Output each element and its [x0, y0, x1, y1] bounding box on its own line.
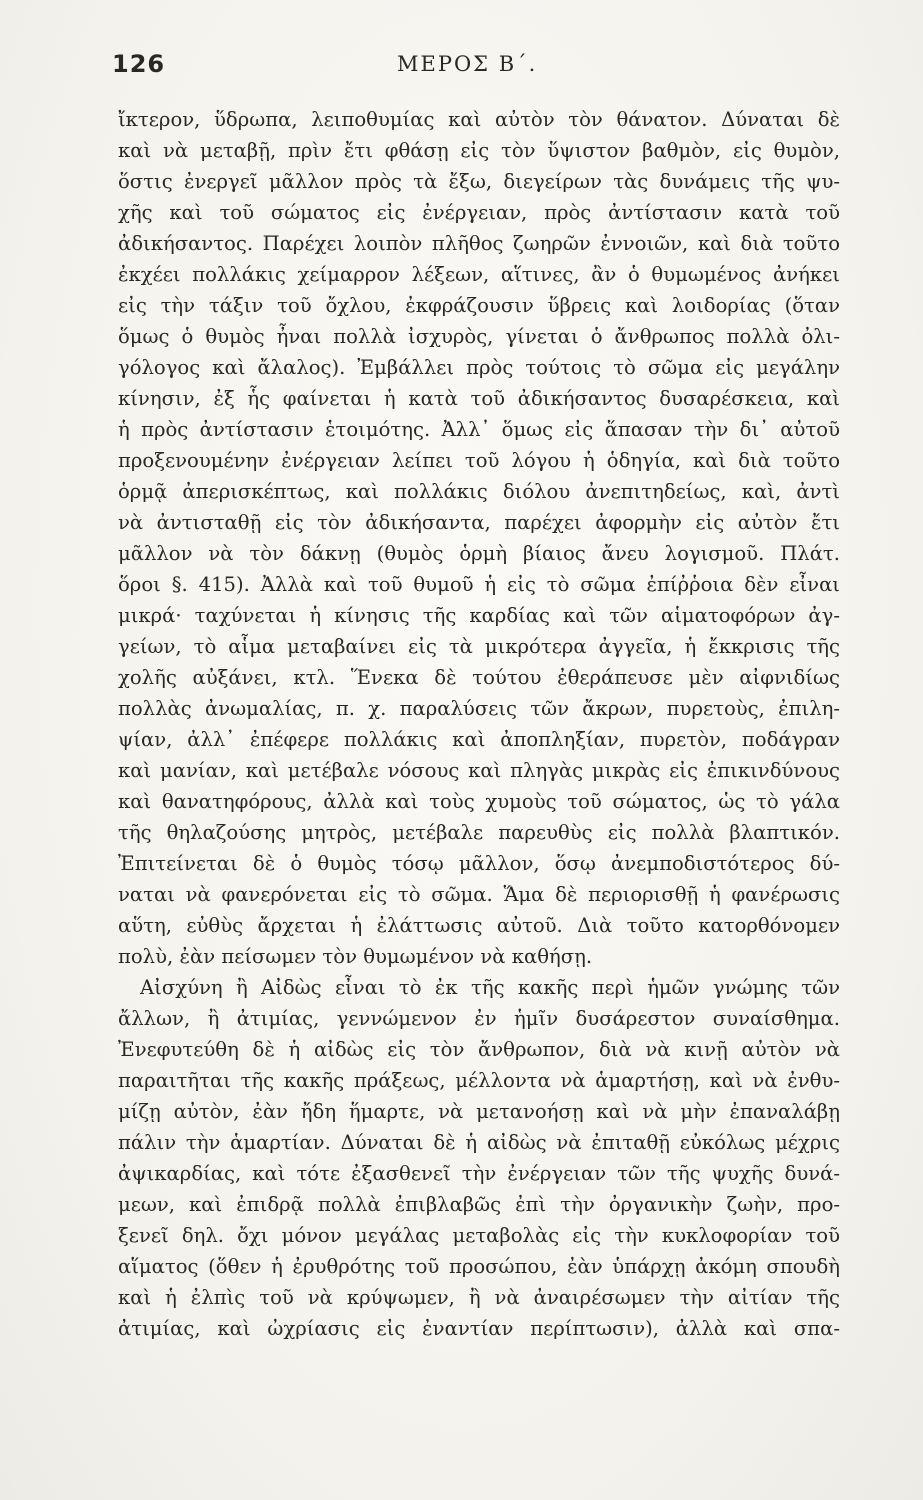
page-number: 126 [112, 50, 166, 78]
text-line: γείων, τὸ αἷμα μεταβαίνει εἰς τὰ μικρότερα ἀγγεῖα, ἡ ἔκκρισις τῆς [118, 635, 840, 658]
paragraph-end-line: πολὺ, ἐὰν πείσωμεν τὸν θυμωμένον νὰ καθήσῃ. [118, 945, 593, 968]
text-line: Ἐπιτείνεται δὲ ὁ θυμὸς τόσῳ μᾶλλον, ὅσῳ ἀνεμποδιστότερος δύ- [118, 852, 840, 875]
text-line: κίνησιν, ἐξ ἧς φαίνεται ἡ κατὰ τοῦ ἀδικήσαντος δυσαρέσκεια, καὶ [118, 387, 840, 410]
text-line: ἀψικαρδίας, καὶ τότε ἐξασθενεῖ τὴν ἐνέργειαν τῶν τῆς ψυχῆς δυνά- [118, 1162, 840, 1185]
text-line: καὶ ἡ ἐλπὶς τοῦ νὰ κρύψωμεν, ἢ νὰ ἀναιρέσωμεν τὴν αἰτίαν τῆς [118, 1286, 840, 1309]
text-line: ὅροι §. 415). Ἀλλὰ καὶ τοῦ θυμοῦ ἡ εἰς τὸ σῶμα ἐπίῤῥοια δὲν εἶναι [118, 573, 840, 596]
text-line: ἐκχέει πολλάκις χείμαρρον λέξεων, αἵτινες, ἂν ὁ θυμωμένος ἀνήκει [118, 263, 840, 286]
text-line: ὁρμᾷ ἀπερισκέπτως, καὶ πολλάκις διόλου ἀνεπιτηδείως, καὶ, ἀντὶ [118, 480, 840, 503]
text-line: αἵματος (ὅθεν ἡ ἐρυθρότης τοῦ προσώπου, ἐὰν ὑπάρχῃ ἀκόμη σπουδὴ [118, 1255, 840, 1278]
text-line: ναται νὰ φανερόνεται εἰς τὸ σῶμα. Ἅμα δὲ περιορισθῇ ἡ φανέρωσις [118, 883, 840, 906]
text-line: ξενεῖ δηλ. ὄχι μόνον μεγάλας μεταβολὰς εἰς τὴν κυκλοφορίαν τοῦ [118, 1224, 840, 1247]
text-line: προξενουμένην ἐνέργειαν λείπει τοῦ λόγου ἡ ὁδηγία, καὶ διὰ τοῦτο [118, 449, 840, 472]
text-line: μεων, καὶ ἐπιδρᾷ πολλὰ ἐπιβλαβῶς ἐπὶ τὴν ὀργανικὴν ζωὴν, προ- [118, 1193, 840, 1216]
text-line: μίζῃ αὐτὸν, ἐὰν ἤδη ἥμαρτε, νὰ μετανοήσῃ καὶ νὰ μὴν ἐπαναλάβῃ [118, 1100, 840, 1123]
text-line: πάλιν τὴν ἁμαρτίαν. Δύναται δὲ ἡ αἰδὼς νὰ ἐπιταθῇ εὐκόλως μέχρις [118, 1131, 840, 1154]
text-line: μικρά· ταχύνεται ἡ κίνησις τῆς καρδίας καὶ τῶν αἱματοφόρων ἀγ- [118, 604, 840, 627]
text-line: ὅστις ἐνεργεῖ μᾶλλον πρὸς τὰ ἔξω, διεγείρων τὰς δυνάμεις τῆς ψυ- [118, 170, 840, 193]
text-line: καὶ θανατηφόρους, ἀλλὰ καὶ τοὺς χυμοὺς τοῦ σώματος, ὡς τὸ γάλα [118, 790, 840, 813]
text-line: ὅμως ὁ θυμὸς ἦναι πολλὰ ἰσχυρὸς, γίνεται ὁ ἄνθρωπος πολλὰ ὀλι- [118, 325, 840, 348]
text-line: ἴκτερον, ὕδρωπα, λειποθυμίας καὶ αὐτὸν τὸν θάνατον. Δύναται δὲ [118, 108, 840, 131]
text-line: ἀδικήσαντος. Παρέχει λοιπὸν πλῆθος ζωηρῶν ἐννοιῶν, καὶ διὰ τοῦτο [118, 232, 840, 255]
text-line: νὰ ἀντισταθῇ εἰς τὸν ἀδικήσαντα, παρέχει ἀφορμὴν εἰς αὐτὸν ἔτι [118, 511, 840, 534]
text-line: χολῆς αὐξάνει, κτλ. Ἕνεκα δὲ τούτου ἐθεράπευσε μὲν αἰφνιδίως [118, 666, 840, 689]
text-line: Ἐνεφυτεύθη δὲ ἡ αἰδὼς εἰς τὸν ἄνθρωπον, διὰ νὰ κινῇ αὐτὸν νὰ [118, 1038, 840, 1061]
text-line: καὶ μανίαν, καὶ μετέβαλε νόσους καὶ πληγὰς μικρὰς εἰς ἐπικινδύνους [118, 759, 840, 782]
text-line: μᾶλλον νὰ τὸν δάκνῃ (θυμὸς ὁρμὴ βίαιος ἄνευ λογισμοῦ. Πλάτ. [118, 542, 840, 565]
text-line: γόλογος καὶ ἄλαλος). Ἐμβάλλει πρὸς τούτοις τὸ σῶμα εἰς μεγάλην [118, 356, 840, 379]
body-text [118, 104, 840, 1344]
text-line: πολλὰς ἀνωμαλίας, π. χ. παραλύσεις τῶν ἄκρων, πυρετοὺς, ἐπιλη- [118, 697, 840, 720]
text-line: τῆς θηλαζούσης μητρὸς, μετέβαλε παρευθὺς εἰς πολλὰ βλαπτικόν. [118, 821, 840, 844]
text-line: ψίαν, ἀλλ᾽ ἐπέφερε πολλάκις καὶ ἀποπληξίαν, πυρετὸν, ποδάγραν [118, 728, 840, 751]
text-line: ἄλλων, ἢ ἀτιμίας, γεννώμενον ἐν ἡμῖν δυσάρεστον συναίσθημα. [118, 1007, 840, 1030]
text-line: αὕτη, εὐθὺς ἄρχεται ἡ ἐλάττωσις αὐτοῦ. Διὰ τοῦτο κατορθόνομεν [118, 914, 840, 937]
text-line: χῆς καὶ τοῦ σώματος εἰς ἐνέργειαν, πρὸς ἀντίστασιν κατὰ τοῦ [118, 201, 840, 224]
running-head [112, 50, 812, 84]
running-head-title: ΜΕΡΟΣ Β΄. [397, 52, 538, 76]
text-line: εἰς τὴν τάξιν τοῦ ὄχλου, ἐκφράζουσιν ὕβρεις καὶ λοιδορίας (ὅταν [118, 294, 840, 317]
paragraph-start-line: Αἰσχύνη ἢ Αἰδὼς εἶναι τὸ ἐκ τῆς κακῆς περὶ ἡμῶν γνώμης τῶν [140, 976, 840, 999]
text-line: ἀτιμίας, καὶ ὠχρίασις εἰς ἐναντίαν περίπτωσιν), ἀλλὰ καὶ σπα- [118, 1317, 840, 1340]
text-line: ἡ πρὸς ἀντίστασιν ἑτοιμότης. Ἀλλ᾽ ὅμως εἰς ἅπασαν τὴν δι᾽ αὐτοῦ [118, 418, 840, 441]
text-line: παραιτῆται τῆς κακῆς πράξεως, μέλλοντα νὰ ἁμαρτήσῃ, καὶ νὰ ἐνθυ- [118, 1069, 840, 1092]
text-line: καὶ νὰ μεταβῇ, πρὶν ἔτι φθάσῃ εἰς τὸν ὕψιστον βαθμὸν, εἰς θυμὸν, [118, 139, 840, 162]
